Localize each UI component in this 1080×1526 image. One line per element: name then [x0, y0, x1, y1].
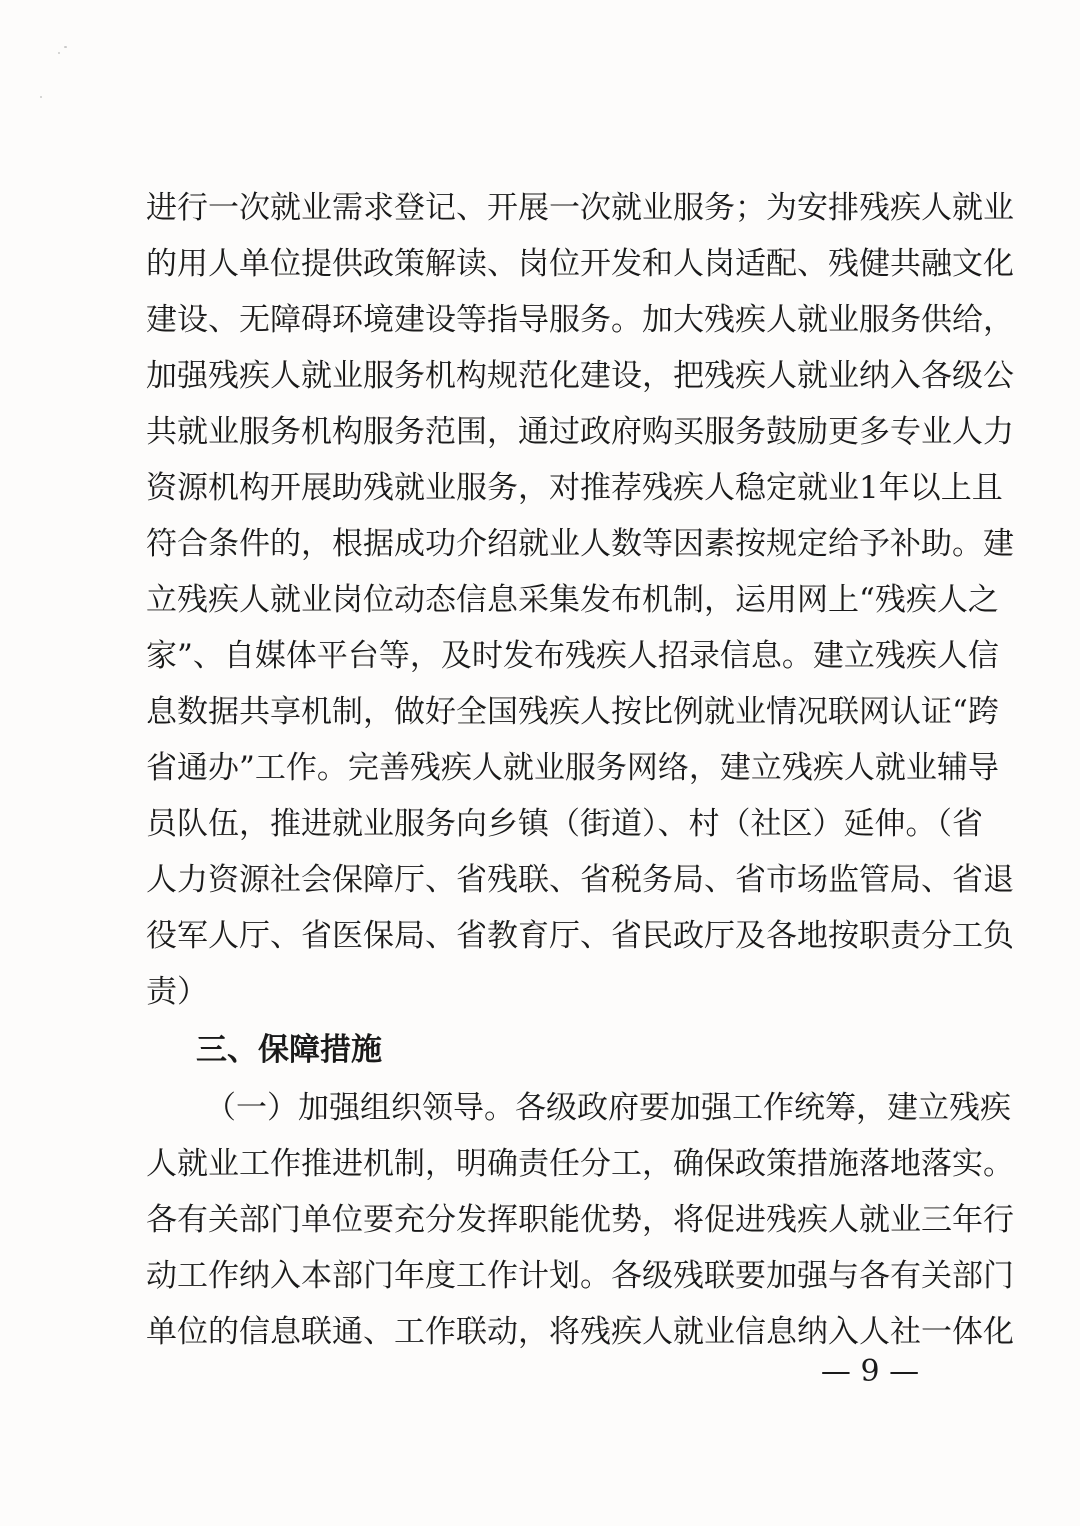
section-line: 各有关部门单位要充分发挥职能优势，将促进残疾人就业三年行: [146, 1202, 1014, 1238]
body-line: 资源机构开展助残就业服务，对推荐残疾人稳定就业1年以上且: [146, 470, 1003, 506]
body-line: 加强残疾人就业服务机构规范化建设，把残疾人就业纳入各级公: [146, 358, 1014, 394]
body-line: 省通办”工作。完善残疾人就业服务网络，建立残疾人就业辅导: [146, 750, 999, 786]
body-line: 符合条件的，根据成功介绍就业人数等因素按规定给予补助。建: [146, 526, 1014, 562]
body-line: 息数据共享机制，做好全国残疾人按比例就业情况联网认证“跨: [146, 694, 999, 730]
body-line: 的用人单位提供政策解读、岗位开发和人岗适配、残健共融文化: [146, 246, 1014, 282]
body-line: 进行一次就业需求登记、开展一次就业服务；为安排残疾人就业: [146, 190, 1014, 226]
body-line: 人力资源社会保障厅、省残联、省税务局、省市场监管局、省退: [146, 862, 1014, 898]
page-number: — 9 —: [820, 1354, 920, 1389]
section-line: 动工作纳入本部门年度工作计划。各级残联要加强与各有关部门: [146, 1258, 1014, 1294]
body-line: 共就业服务机构服务范围，通过政府购买服务鼓励更多专业人力: [146, 414, 1014, 450]
body-line: 立残疾人就业岗位动态信息采集发布机制，运用网上“残疾人之: [146, 582, 999, 618]
section-line: 单位的信息联通、工作联动，将残疾人就业信息纳入人社一体化: [146, 1314, 1014, 1350]
section-heading: 三、保障措施: [196, 1032, 382, 1068]
section-line: 人就业工作推进机制，明确责任分工，确保政策措施落地落实。: [146, 1146, 1014, 1182]
body-line: 役军人厅、省医保局、省教育厅、省民政厅及各地按职责分工负: [146, 918, 1014, 954]
section-line: （一）加强组织领导。各级政府要加强工作统筹，建立残疾: [205, 1090, 1011, 1126]
body-line: 建设、无障碍环境建设等指导服务。加大残疾人就业服务供给，: [146, 302, 1014, 338]
body-line: 责）: [146, 974, 208, 1010]
body-line: 家”、自媒体平台等，及时发布残疾人招录信息。建立残疾人信: [146, 638, 999, 674]
body-line: 员队伍，推进就业服务向乡镇（街道）、村（社区）延伸。（省: [146, 806, 983, 842]
